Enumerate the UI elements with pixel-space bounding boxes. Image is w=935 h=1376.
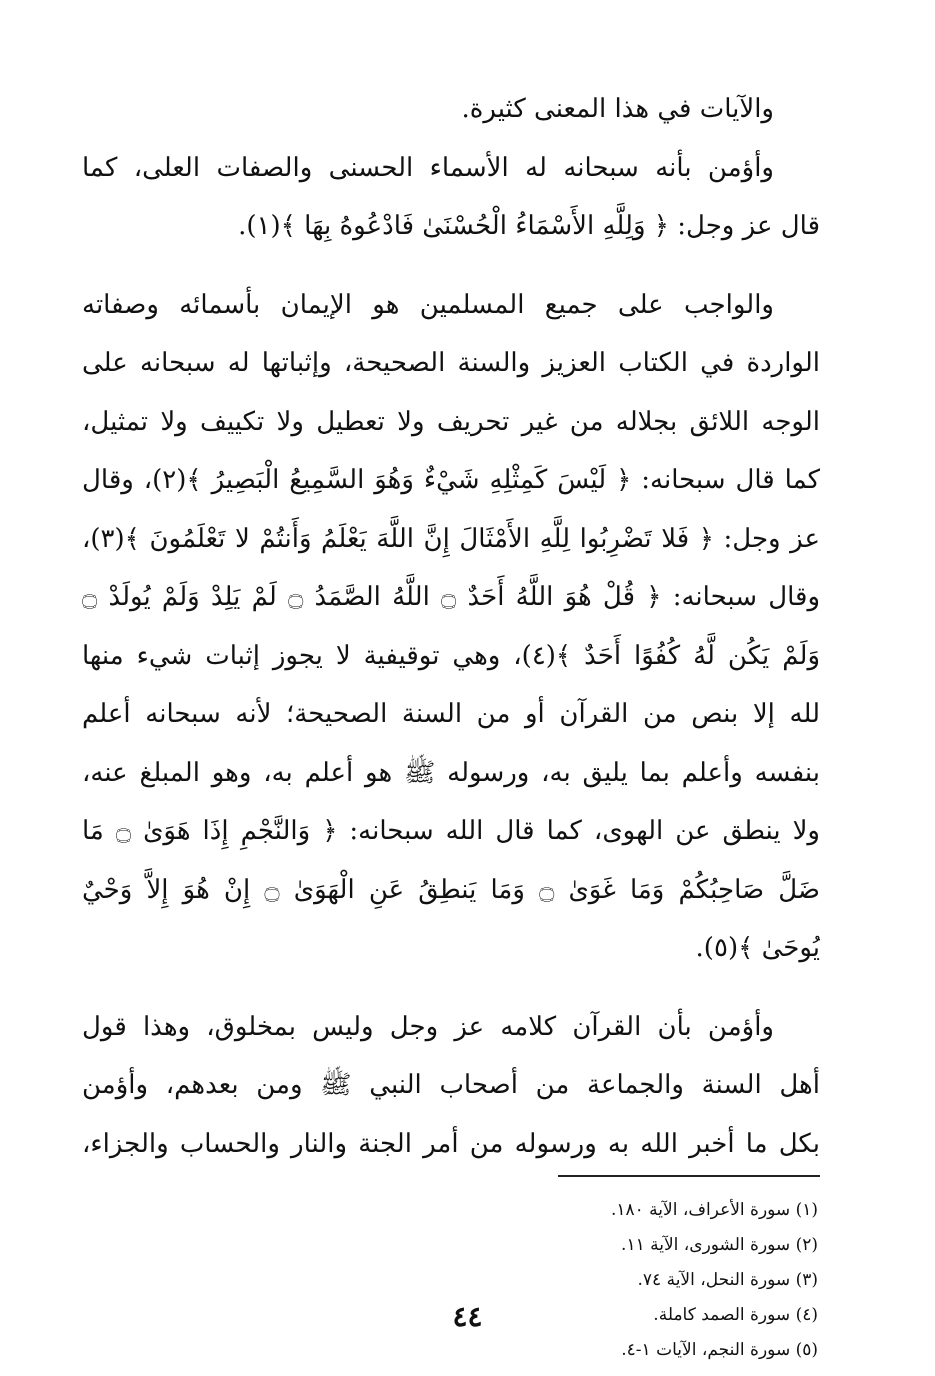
- paragraph-gap: [82, 256, 820, 276]
- body-line: لله إلا بنص من القرآن أو من السنة الصحيحة؛ لأنه سبحانه أعلم: [82, 699, 820, 729]
- footnote: (١) سورة الأعراف، الآية ١٨٠.: [610, 1200, 818, 1220]
- page-body: [82, 80, 820, 1360]
- footnote: (٣) سورة النحل، الآية ٧٤.: [637, 1270, 818, 1290]
- body-line: بنفسه وأعلم بما يليق به، ورسوله ﷺ هو أعلم به، وهو المبلغ عنه،: [82, 757, 820, 788]
- body-line: وَلَمْ يَكُن لَّهُ كُفُوًا أَحَدٌ ﴾(٤)، وهي توقيفية لا يجوز إثبات شيء منها: [82, 640, 820, 671]
- body-line: كما قال سبحانه: ﴿ لَيْسَ كَمِثْلِهِ شَيْءٌ وَهُوَ السَّمِيعُ الْبَصِيرُ ﴾(٢)، وقال: [82, 465, 820, 495]
- body-line: والواجب على جميع المسلمين هو الإيمان بأسمائه وصفاته: [82, 289, 774, 320]
- footnote: (٥) سورة النجم، الآيات ١-٤.: [621, 1340, 818, 1360]
- body-line: وقال سبحانه: ﴿ قُلْ هُوَ اللَّهُ أَحَدٌ ۝ اللَّهُ الصَّمَدُ ۝ لَمْ يَلِدْ وَلَمْ يُولَدْ ۝: [82, 582, 820, 612]
- body-line: والآيات في هذا المعنى كثيرة.: [461, 94, 774, 124]
- body-line: الوجه اللائق بجلاله من غير تحريف ولا تعطيل ولا تكييف ولا تمثيل،: [82, 406, 820, 437]
- footnote: (٤) سورة الصمد كاملة.: [653, 1305, 818, 1325]
- body-line: ضَلَّ صَاحِبُكُمْ وَمَا غَوَىٰ ۝ وَمَا يَنطِقُ عَنِ الْهَوَىٰ ۝ إِنْ هُوَ إِلاَّ وَحْيٌ: [82, 874, 820, 905]
- body-line: ولا ينطق عن الهوى، كما قال الله سبحانه: ﴿ وَالنَّجْمِ إِذَا هَوَىٰ ۝ مَا: [82, 816, 820, 846]
- body-line: الواردة في الكتاب العزيز والسنة الصحيحة، وإثباتها له سبحانه على: [82, 348, 820, 378]
- body-line: وأؤمن بأنه سبحانه له الأسماء الحسنى والصفات العلى، كما: [82, 152, 774, 183]
- body-line: وأؤمن بأن القرآن كلامه عز وجل وليس بمخلوق، وهذا قول: [82, 1011, 774, 1042]
- footnote-separator: [558, 1175, 820, 1177]
- footnote: (٢) سورة الشورى، الآية ١١.: [621, 1235, 818, 1255]
- body-line: قال عز وجل: ﴿ وَلِلَّهِ الأَسْمَاءُ الْحُسْنَىٰ فَادْعُوهُ بِهَا ﴾(١).: [238, 211, 820, 241]
- body-line: أهل السنة والجماعة من أصحاب النبي ﷺ ومن بعدهم، وأؤمن: [82, 1070, 820, 1100]
- body-line: عز وجل: ﴿ فَلا تَضْرِبُوا لِلَّهِ الأَمْثَالَ إِنَّ اللَّهَ يَعْلَمُ وَأَنتُمْ لا تَعْلَمُونَ ﴾(٣)،: [82, 523, 820, 554]
- paragraph-gap: [82, 978, 820, 998]
- body-line: بكل ما أخبر الله به ورسوله من أمر الجنة والنار والحساب والجزاء،: [82, 1128, 820, 1159]
- page-number: ٤٤: [452, 1300, 483, 1333]
- body-line: يُوحَىٰ ﴾(٥).: [695, 933, 820, 963]
